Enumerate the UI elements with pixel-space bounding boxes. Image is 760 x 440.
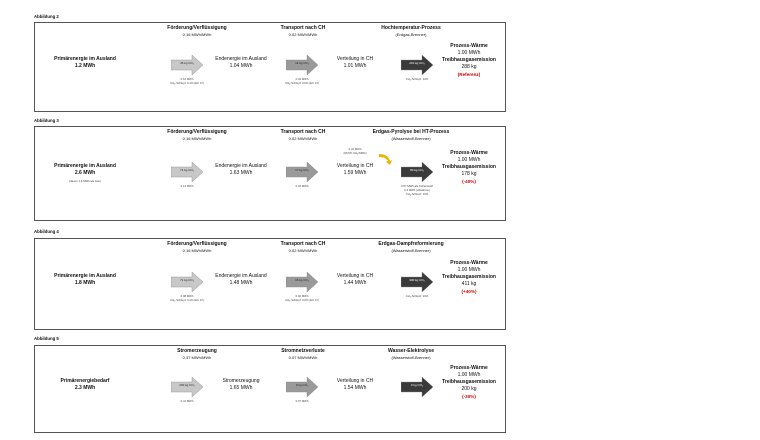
source-node-value: 1.8 MWh [74, 280, 96, 286]
node2-label: Stromerzeugung [222, 378, 260, 384]
side-note: 0.41 MWh [348, 146, 362, 151]
node2-value: 1.65 MWh [229, 385, 253, 391]
ghg-title: Treibhausgasemission [442, 57, 496, 63]
stage2-subtitle: 0.02 MWh/MWh [288, 136, 318, 141]
arrow-co2-label: 12 kg CO₂ [295, 61, 309, 65]
stage1-subtitle: 0.16 MWh/MWh [182, 136, 212, 141]
arrow-shape [401, 162, 433, 182]
stage1-subtitle: 0.16 MWh/MWh [182, 32, 212, 37]
stage2-title: Transport nach CH [280, 241, 326, 247]
figure-panel [34, 238, 506, 330]
ghg-value: 178 kg [461, 170, 477, 177]
node3-label: Verteilung in CH [336, 162, 374, 169]
node2-value: 1.04 MWh [229, 63, 253, 69]
arrow-shape [401, 377, 433, 397]
process-arrow [286, 377, 318, 397]
arrow-note: 0.16 MWh [180, 77, 194, 81]
result-title: Prozess-Wärme [450, 260, 488, 266]
arrow-co2-label: 200 kg CO₂ [179, 383, 195, 387]
process-arrow [286, 272, 318, 292]
process-arrow [286, 162, 318, 182]
source-node-value: 2.6 MWh [74, 169, 96, 176]
arrow-co2-label: 71 kg CO₂ [180, 278, 194, 282]
ghg-value: 200 kg [461, 386, 477, 392]
arrow-note: 0.13 MWh [180, 183, 194, 188]
result-value: 1.00 MWh [457, 267, 481, 273]
result-value: 1.00 MWh [457, 156, 481, 163]
arrow-co2-label: 0 kg CO₂ [410, 383, 424, 387]
stage3-title: Wasser-Elektrolyse [388, 348, 434, 354]
ghg-delta: (+40%) [461, 289, 477, 294]
ghg-delta: (Referenz) [457, 72, 481, 77]
ghg-delta: (-40%) [462, 178, 476, 184]
figure-label: Abbildung 2 [34, 14, 59, 19]
process-arrow [401, 162, 433, 182]
process-arrow [286, 55, 318, 75]
node2-label: Endenergie im Ausland [215, 56, 267, 62]
source-node-note: (davon 1.9 MWh als Gas) [69, 178, 101, 183]
arrow-co2-label: 16 kg CO₂ [295, 278, 309, 282]
process-arrow [401, 55, 433, 75]
ghg-delta: (-30%) [462, 394, 476, 399]
stage3-subtitle: (Wasserstoff-Brenner) [391, 355, 431, 360]
arrow-shape [171, 272, 203, 292]
arrow-note: CH₄-Schlupf: 10% [405, 294, 429, 298]
arrow-note: CH₄-Schlupf: 0.6% (EC 47) [285, 298, 319, 302]
source-node-value: 2.3 MWh [74, 385, 96, 391]
process-arrow [171, 272, 203, 292]
ghg-title: Treibhausgasemission [442, 379, 496, 385]
source-node-label: Primärenergie im Ausland [54, 56, 116, 62]
stage1-title: Förderung/Verflüssigung [167, 25, 227, 31]
process-arrow [401, 272, 433, 292]
source-node-value: 1.2 MWh [74, 63, 96, 69]
arrow-note: CH₄-Schlupf: 10% [405, 191, 429, 196]
stage1-title: Förderung/Verflüssigung [167, 241, 227, 247]
stage2-subtitle: 0.07 MWh/MWh [288, 355, 318, 360]
arrow-co2-label: 80 kg CO₂ [410, 167, 424, 172]
arrow-note: 0.02 MWh [295, 77, 309, 81]
process-arrow [171, 162, 203, 182]
arrow-shape [286, 162, 318, 182]
arrow-note: 0.02 MWh [295, 294, 309, 298]
result-title: Prozess-Wärme [450, 149, 488, 156]
arrow-co2-label: 0 kg CO₂ [295, 383, 309, 387]
node2-value: 1.63 MWh [229, 169, 253, 176]
arrow-note: CH₄-Schlupf: 0.1% (EC 47) [170, 81, 204, 85]
stage3-title: Erdgas-Dampfreformierung [378, 241, 444, 247]
source-node-label: Primärenergie im Ausland [54, 273, 116, 279]
stage2-subtitle: 0.02 MWh/MWh [288, 32, 318, 37]
figure-label: Abbildung 4 [34, 229, 59, 234]
node3-label: Verteilung in CH [336, 378, 374, 384]
result-value: 1.00 MWh [457, 50, 481, 56]
arrow-shape [401, 272, 433, 292]
source-node-label: Primärenergiebedarf [60, 378, 110, 384]
figure-panel [34, 126, 506, 221]
arrow-note: 0.08 MWh [180, 294, 194, 298]
ghg-value: 288 kg [461, 64, 477, 70]
process-arrow [171, 377, 203, 397]
node2-label: Endenergie im Ausland [215, 273, 267, 279]
figure-panel [34, 345, 506, 433]
node3-value: 1.54 MWh [343, 385, 367, 391]
node2-label: Endenergie im Ausland [215, 162, 267, 169]
result-title: Prozess-Wärme [450, 43, 488, 49]
result-title: Prozess-Wärme [450, 365, 488, 371]
process-arrow [401, 377, 433, 397]
side-note: (69.5% CH₄/MWh) [343, 150, 367, 155]
node3-label: Verteilung in CH [336, 56, 374, 62]
arrow-shape [171, 377, 203, 397]
node3-label: Verteilung in CH [336, 273, 374, 279]
arrow-co2-label: 45 kg CO₂ [180, 61, 194, 65]
stage3-subtitle: (Erdgas-Brenner) [395, 32, 427, 37]
side-arrow [378, 152, 394, 166]
figure-label: Abbildung 3 [34, 118, 59, 123]
arrow-shape [286, 377, 318, 397]
node3-value: 1.01 MWh [343, 63, 367, 69]
figure-panel [34, 22, 506, 112]
arrow-note: 0.04 MWh [295, 183, 309, 188]
arrow-note: 0.3 MWh (Abwärme) [404, 187, 430, 192]
arrow-note: 0.57 MWh als Kohlenstoff [401, 183, 433, 188]
stage2-title: Stromnetzverluste [281, 348, 325, 354]
arrow-note: 0.07 MWh [295, 399, 309, 403]
arrow-shape [286, 272, 318, 292]
arrow-co2-label: 71 kg CO₂ [180, 167, 194, 172]
arrow-note: 0.41 MWh [180, 399, 194, 403]
arrow-shape [171, 162, 203, 182]
arrow-note: CH₄-Schlupf: 0.6% (EC 47) [285, 81, 319, 85]
arrow-co2-label: 17 kg CO₂ [295, 167, 309, 172]
stage1-subtitle: 0.37 MWh/MWh [182, 355, 212, 360]
process-arrow [171, 55, 203, 75]
arrow-note: CH₄-Schlupf: 10% [405, 77, 429, 81]
arrow-co2-label: 300 kg CO₂ [409, 278, 425, 282]
source-node-label: Primärenergie im Ausland [54, 162, 116, 169]
figure-label: Abbildung 5 [34, 336, 59, 341]
ghg-value: 411 kg [461, 281, 477, 287]
arrow-shape [286, 55, 318, 75]
node3-value: 1.44 MWh [343, 280, 367, 286]
ghg-title: Treibhausgasemission [442, 163, 496, 170]
stage1-title: Förderung/Verflüssigung [167, 129, 227, 135]
stage3-title: Erdgas-Pyrolyse bei HT-Prozess [372, 129, 450, 135]
stage2-subtitle: 0.02 MWh/MWh [288, 248, 318, 253]
node3-value: 1.59 MWh [343, 169, 367, 176]
stage2-title: Transport nach CH [280, 129, 326, 135]
node2-value: 1.48 MWh [229, 280, 253, 286]
arrow-note: CH₄-Schlupf: 0.1% (EC 47) [170, 298, 204, 302]
ghg-title: Treibhausgasemission [442, 274, 496, 280]
stage1-subtitle: 0.16 MWh/MWh [182, 248, 212, 253]
arrow-shape [171, 55, 203, 75]
stage3-subtitle: (Wasserstoff-Brenner) [391, 248, 431, 253]
stage3-title: Hochtemperatur-Prozess [381, 25, 441, 31]
result-value: 1.00 MWh [457, 372, 481, 378]
stage3-subtitle: (Wasserstoff-Brenner) [391, 136, 431, 141]
stage2-title: Transport nach CH [280, 25, 326, 31]
arrow-shape [401, 55, 433, 75]
stage1-title: Stromerzeugung [177, 348, 217, 354]
arrow-co2-label: 231 kg CO₂ [409, 61, 425, 65]
